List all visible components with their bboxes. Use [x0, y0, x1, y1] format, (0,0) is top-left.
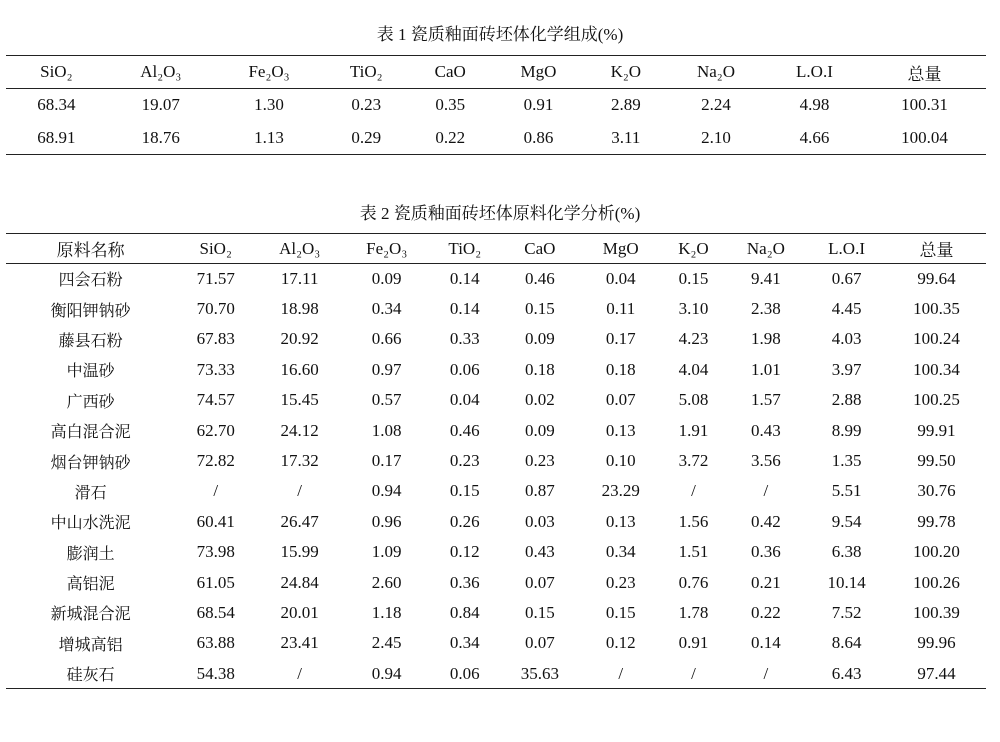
table2-cell: 烟台钾钠砂 [50, 452, 131, 472]
table1-cell: 68.34 [37, 95, 76, 115]
table1-cell: 2.89 [610, 95, 641, 115]
table1-header-row [6, 56, 986, 89]
table2-cell: / [297, 663, 303, 683]
table2-header-8: Na₂O [726, 234, 806, 264]
table2-cell: 高白混合泥 [50, 422, 131, 442]
table2-cell: 0.06 [449, 663, 480, 683]
table1-cell: 0.91 [523, 95, 554, 115]
table-row [6, 567, 986, 597]
table2-cell: 0.46 [524, 268, 555, 288]
table2-header-row [6, 234, 986, 264]
table1-header-2: Fe₂O₃ [215, 56, 323, 89]
table-row [6, 264, 986, 294]
table2-cell: 8.99 [831, 420, 862, 440]
table2-cell: 2.45 [371, 633, 402, 653]
table2-cell: 0.09 [524, 329, 555, 349]
table2-caption: 表 2 瓷质釉面砖坯体原料化学分析(%) [359, 204, 641, 223]
table1-cell: 68.91 [37, 127, 76, 147]
table1-cell: 0.29 [351, 127, 382, 147]
table2-cell: 4.03 [831, 329, 862, 349]
table2-cell: 1.01 [751, 359, 781, 379]
table2-header-3: Fe₂O₃ [343, 234, 430, 264]
table-row [6, 415, 986, 445]
table2-cell: 0.96 [371, 511, 402, 531]
table2-cell: 20.92 [280, 329, 319, 349]
table2-cell: 0.22 [751, 602, 781, 622]
table2-cell: 高铝泥 [66, 574, 115, 594]
table2-cell: 藤县石粉 [58, 330, 123, 350]
table2-cell: 0.34 [371, 299, 402, 319]
table1-cell: 0.35 [435, 95, 466, 115]
table2-cell: 0.18 [524, 359, 555, 379]
table1-header-8: L.O.I [766, 56, 863, 89]
table2-cell: 63.88 [196, 633, 235, 653]
table2-cell: 0.15 [524, 602, 555, 622]
table2-cell: 广西砂 [66, 391, 115, 411]
table1-cell: 4.98 [799, 95, 830, 115]
table2-cell: 74.57 [196, 390, 235, 410]
table-row [6, 446, 986, 476]
table2-cell: 0.57 [371, 390, 402, 410]
table2-cell: 0.07 [524, 572, 555, 592]
table2-cell: 5.51 [831, 481, 862, 501]
table2-cell: 23.29 [601, 481, 640, 501]
table2-cell: 67.83 [196, 329, 235, 349]
table2-cell: 1.78 [678, 602, 709, 622]
table2-body [6, 264, 986, 689]
table2-cell: 0.97 [371, 359, 402, 379]
table1-cell: 18.76 [141, 127, 180, 147]
table2-cell: 100.24 [913, 329, 960, 349]
table2-cell: 0.23 [449, 451, 480, 471]
table2-cell: 0.15 [605, 602, 636, 622]
table2-cell: 15.45 [280, 390, 319, 410]
table2-cell: 9.41 [751, 268, 781, 288]
table2-cell: 0.09 [524, 420, 555, 440]
table1-header-1: Al₂O₃ [107, 56, 215, 89]
table2-cell: 15.99 [280, 542, 319, 562]
table2-cell: 18.98 [280, 299, 319, 319]
table2-cell: 100.35 [913, 299, 960, 319]
table2-cell: 60.41 [196, 511, 235, 531]
table1-cell: 1.13 [254, 127, 284, 147]
table2-cell: 0.04 [605, 268, 636, 288]
table2-header-2: Al₂O₃ [256, 234, 343, 264]
table2-cell: 17.32 [280, 451, 319, 471]
table1-cell: 19.07 [141, 95, 180, 115]
table2-cell: 硅灰石 [66, 665, 115, 685]
table2-cell: 0.23 [605, 572, 636, 592]
table2-cell: 30.76 [917, 481, 956, 501]
table-row [6, 89, 986, 122]
table2-cell: 100.34 [913, 359, 960, 379]
table1-cell: 0.22 [435, 127, 466, 147]
table2-cell: 73.33 [196, 359, 235, 379]
table2-cell: 4.45 [831, 299, 862, 319]
table1-header-9: 总量 [863, 56, 986, 89]
table2-cell: 0.12 [605, 633, 636, 653]
table-row [6, 324, 986, 354]
table2-cell: 99.50 [917, 451, 956, 471]
table2-cell: 0.04 [449, 390, 480, 410]
table2-cell: 0.11 [606, 299, 636, 319]
table2-cell: 0.23 [524, 451, 555, 471]
table2-cell: / [763, 481, 769, 501]
table2-cell: 68.54 [196, 602, 235, 622]
table2-cell: 0.33 [449, 329, 480, 349]
table2-cell: 0.43 [751, 420, 781, 440]
table2-cell: 4.04 [678, 359, 709, 379]
table2-cell: 100.26 [913, 572, 960, 592]
table2-cell: 0.21 [751, 572, 781, 592]
table2-cell: 71.57 [196, 268, 235, 288]
table2-cell: 中温砂 [66, 361, 115, 381]
table2-cell: 100.39 [913, 602, 960, 622]
table2-cell: 增城高铝 [58, 634, 123, 654]
table1-chemical-composition [6, 55, 986, 155]
table2-cell: 6.43 [831, 663, 862, 683]
table-row [6, 628, 986, 658]
table1-cell: 2.24 [701, 95, 731, 115]
table-row [6, 355, 986, 385]
table-row [6, 537, 986, 567]
table2-cell: / [618, 663, 624, 683]
table2-cell: 0.07 [605, 390, 636, 410]
table2-cell: 0.18 [605, 359, 636, 379]
table2-header-0: 原料名称 [6, 234, 175, 264]
table2-cell: 24.12 [280, 420, 319, 440]
table2-cell: 23.41 [280, 633, 319, 653]
table2-header-6: MgO [580, 234, 661, 264]
table2-cell: 0.12 [449, 542, 480, 562]
table2-header-1: SiO₂ [175, 234, 256, 264]
table2-cell: 0.66 [371, 329, 402, 349]
table2-cell: 7.52 [831, 602, 862, 622]
table2-cell: 0.15 [524, 299, 555, 319]
table2-cell: 0.42 [751, 511, 781, 531]
table2-cell: 3.10 [678, 299, 709, 319]
table2-cell: 1.56 [678, 511, 709, 531]
table2-cell: 衡阳钾钠砂 [50, 300, 131, 320]
table2-cell: 6.38 [831, 542, 862, 562]
table2-cell: 1.18 [371, 602, 402, 622]
table1-header-0: SiO₂ [6, 56, 107, 89]
table2-cell: 0.17 [605, 329, 636, 349]
table2-raw-material-analysis [6, 233, 986, 689]
table2-cell: 0.34 [449, 633, 480, 653]
table2-cell: 四会石粉 [58, 270, 123, 290]
table-row [6, 598, 986, 628]
table-row [6, 294, 986, 324]
table2-cell: / [691, 663, 696, 683]
table2-cell: 0.36 [449, 572, 480, 592]
table2-cell: 0.26 [449, 511, 480, 531]
table1-cell: 0.86 [523, 127, 554, 147]
table1-caption: 表 1 瓷质釉面砖坯体化学组成(%) [376, 25, 624, 44]
table-row [6, 385, 986, 415]
table2-cell: 0.67 [831, 268, 862, 288]
table2-cell: 0.17 [371, 451, 402, 471]
table2-cell: 2.60 [371, 572, 402, 592]
table-row [6, 476, 986, 506]
table2-cell: 0.02 [524, 390, 555, 410]
table2-cell: 99.64 [917, 268, 956, 288]
table2-cell: 8.64 [831, 633, 862, 653]
table2-cell: 62.70 [196, 420, 235, 440]
table2-cell: 61.05 [196, 572, 235, 592]
table2-cell: 2.88 [831, 390, 862, 410]
table2-cell: 4.23 [678, 329, 709, 349]
table2-cell: 72.82 [196, 451, 235, 471]
table2-cell: 0.10 [605, 451, 636, 471]
table2-cell: 99.78 [917, 511, 956, 531]
table-row [6, 122, 986, 155]
table1-header-5: MgO [491, 56, 585, 89]
table2-cell: 0.94 [371, 663, 402, 683]
table2-cell: 24.84 [280, 572, 319, 592]
table2-cell: 26.47 [280, 511, 319, 531]
table1-cell: 4.66 [799, 127, 830, 147]
table2-cell: 0.87 [524, 481, 555, 501]
table2-header-5: CaO [499, 234, 580, 264]
table2-cell: 16.60 [280, 359, 319, 379]
table2-cell: / [763, 663, 769, 683]
table2-cell: 0.03 [524, 511, 555, 531]
table2-cell: 0.36 [751, 542, 781, 562]
table2-cell: 10.14 [827, 572, 866, 592]
table1-header-4: CaO [409, 56, 491, 89]
table2-cell: 中山水洗泥 [50, 513, 131, 533]
table2-cell: 0.07 [524, 633, 555, 653]
table2-cell: 滑石 [74, 482, 107, 502]
table2-cell: 17.11 [280, 268, 319, 288]
table2-cell: 0.94 [371, 481, 402, 501]
table2-cell: 0.13 [605, 511, 636, 531]
table2-cell: 0.91 [678, 633, 709, 653]
table2-cell: 0.06 [449, 359, 480, 379]
table2-cell: 2.38 [751, 299, 781, 319]
table1-header-3: TiO₂ [323, 56, 409, 89]
table2-cell: 97.44 [917, 663, 956, 683]
table1-cell: 1.30 [254, 95, 284, 115]
table1-cell: 0.23 [351, 95, 382, 115]
table2-cell: 3.56 [751, 451, 781, 471]
table2-cell: 1.08 [371, 420, 402, 440]
table2-cell: 73.98 [196, 542, 235, 562]
table2-cell: 0.14 [449, 299, 480, 319]
table2-cell: 100.20 [913, 542, 960, 562]
table1-cell: 100.31 [901, 95, 948, 115]
table2-cell: 20.01 [280, 602, 319, 622]
table2-cell: 99.91 [917, 420, 956, 440]
table2-cell: 新城混合泥 [50, 604, 131, 624]
table1-header-6: K₂O [586, 56, 666, 89]
table2-cell: / [213, 481, 219, 501]
table1-cell: 3.11 [611, 127, 641, 147]
table2-cell: 0.34 [605, 542, 636, 562]
table2-cell: 3.97 [831, 359, 862, 379]
table2-header-7: K₂O [661, 234, 725, 264]
table1-body [6, 89, 986, 155]
table2-cell: 1.91 [678, 420, 709, 440]
table2-cell: 1.51 [678, 542, 709, 562]
table2-cell: 膨润土 [66, 543, 115, 563]
table2-cell: 35.63 [520, 663, 559, 683]
table2-cell: / [297, 481, 303, 501]
table2-cell: 54.38 [196, 663, 235, 683]
table2-cell: 1.98 [751, 329, 781, 349]
table-row [6, 659, 986, 689]
table2-cell: 99.96 [917, 633, 956, 653]
table2-cell: 1.57 [751, 390, 781, 410]
table1-header-7: Na₂O [666, 56, 766, 89]
table1-cell: 100.04 [901, 127, 948, 147]
table2-cell: 1.09 [371, 542, 402, 562]
table1-cell: 2.10 [701, 127, 731, 147]
table2-cell: 0.14 [751, 633, 781, 653]
table2-cell: 0.84 [449, 602, 480, 622]
table2-cell: 0.13 [605, 420, 636, 440]
table2-cell: 0.43 [524, 542, 555, 562]
table2-header-4: TiO₂ [430, 234, 499, 264]
table2-cell: 0.09 [371, 268, 402, 288]
table2-cell: 0.15 [449, 481, 480, 501]
table2-cell: 0.46 [449, 420, 480, 440]
table2-header-9: L.O.I [806, 234, 887, 264]
table2-cell: 70.70 [196, 299, 235, 319]
table2-cell: 0.14 [449, 268, 480, 288]
table2-cell: 0.15 [678, 268, 709, 288]
table2-cell: 9.54 [831, 511, 862, 531]
table2-cell: 0.76 [678, 572, 709, 592]
table2-cell: / [691, 481, 696, 501]
table-row [6, 507, 986, 537]
table2-cell: 100.25 [913, 390, 960, 410]
table2-cell: 5.08 [678, 390, 709, 410]
table2-cell: 1.35 [831, 451, 862, 471]
table2-cell: 3.72 [678, 451, 709, 471]
table2-header-10: 总量 [887, 234, 986, 264]
